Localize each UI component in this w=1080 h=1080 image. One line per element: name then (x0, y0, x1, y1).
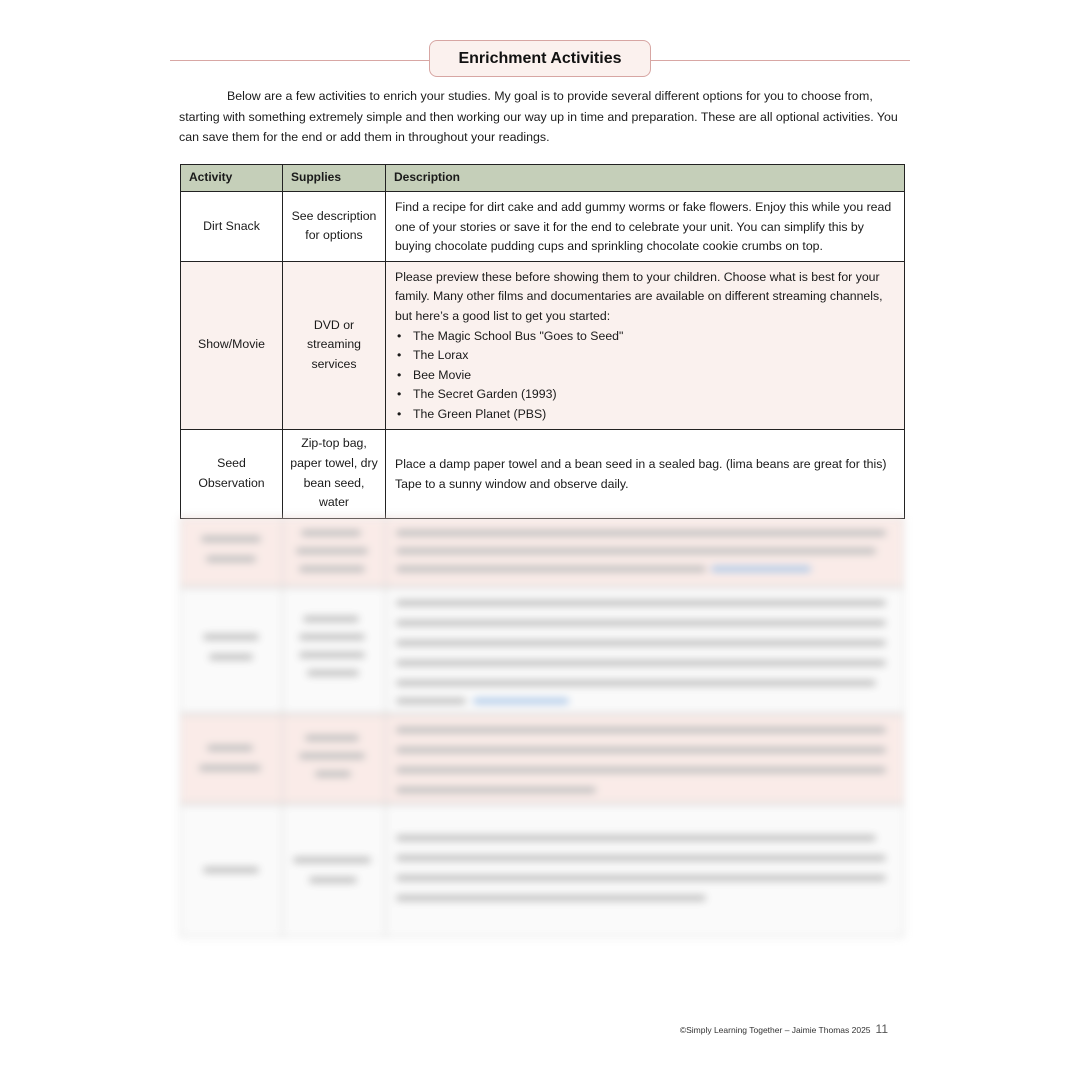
description-cell: Find a recipe for dirt cake and add gummy worms or fake flowers. Enjoy this while you read one of your stories or save it for the end to celebrate your unit. You can simplify this by buying chocolate pudding cups and sprinkling chocolate cookie crumbs on top. (386, 192, 905, 262)
page-title: Enrichment Activities (429, 40, 651, 77)
page-number: 11 (875, 1022, 888, 1036)
header-supplies: Supplies (283, 165, 386, 192)
description-text: Please preview these before showing them to your children. Choose what is best for your family. Many other films and documentaries are available on different streaming channels, but here’s a good list to get you started: (395, 269, 883, 323)
supplies-cell: See description for options (283, 192, 386, 262)
description-cell (386, 261, 905, 429)
table-header-row (181, 165, 905, 192)
table-row (181, 261, 905, 429)
footer-credit: ©Simply Learning Together – Jaimie Thomas 2025 (679, 1025, 871, 1035)
activities-table (180, 164, 905, 519)
movie-list (395, 327, 895, 425)
activity-cell: Seed Observation (181, 429, 283, 518)
supplies-cell: DVD or streaming services (283, 261, 386, 429)
description-cell: Place a damp paper towel and a bean seed in a sealed bag. (lima beans are great for this) Tape to a sunny window and observe daily. (386, 429, 905, 518)
list-item: • The Lorax (395, 346, 895, 366)
blurred-row (180, 804, 904, 937)
blurred-table-section (180, 517, 904, 937)
page-footer (680, 1022, 888, 1036)
table-row (181, 192, 905, 262)
supplies-cell: Zip-top bag, paper towel, dry bean seed, water (283, 429, 386, 518)
list-item: • Bee Movie (395, 366, 895, 386)
list-item: • The Secret Garden (1993) (395, 385, 895, 405)
blurred-row (180, 714, 904, 804)
activity-cell: Show/Movie (181, 261, 283, 429)
blurred-row (180, 517, 904, 587)
intro-text: Below are a few activities to enrich your studies. My goal is to provide several different options for you to choose from, starting with something extremely simple and then working our way up in time and preparation. These are all optional activities. You can save them for the end or add them in throughout your readings. (179, 89, 898, 144)
header-activity: Activity (181, 165, 283, 192)
intro-paragraph (179, 86, 903, 148)
blurred-row (180, 587, 904, 714)
table-row (181, 429, 905, 518)
header-description: Description (386, 165, 905, 192)
list-item: • The Green Planet (PBS) (395, 405, 895, 425)
activity-cell: Dirt Snack (181, 192, 283, 262)
list-item: • The Magic School Bus "Goes to Seed" (395, 327, 895, 347)
